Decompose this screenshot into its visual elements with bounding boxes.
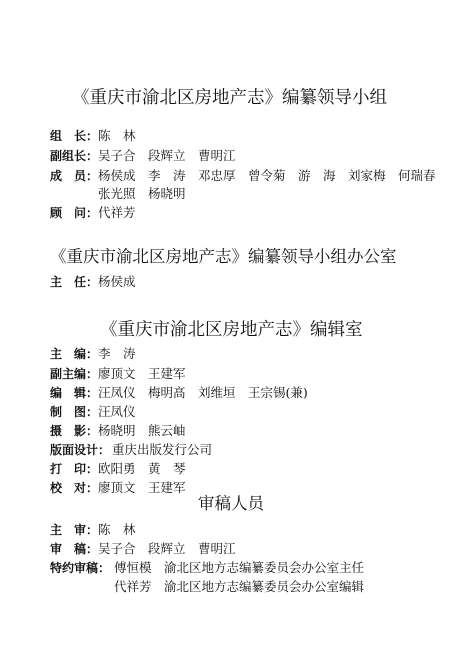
credit-value: 杨侯成 李 涛 邓忠厚 曾令菊 游 海 刘家梅 何瑞春 bbox=[98, 168, 436, 183]
credit-label: 主 任： bbox=[50, 275, 99, 289]
credit-row bbox=[50, 522, 136, 538]
credit-row bbox=[50, 404, 136, 420]
credit-row bbox=[50, 346, 136, 362]
credit-value: 陈 林 bbox=[98, 522, 136, 537]
credit-label: 制 图： bbox=[50, 405, 99, 419]
credit-row bbox=[50, 128, 136, 144]
credit-label: 顾 问： bbox=[50, 206, 99, 220]
credit-label: 版面设计： bbox=[50, 443, 111, 457]
credit-label: 摄 影： bbox=[50, 424, 99, 438]
credit-row bbox=[50, 560, 364, 576]
credit-value: 吴子合 段辉立 曹明江 bbox=[98, 148, 236, 163]
credit-label: 副主编： bbox=[50, 367, 99, 381]
credit-value: 重庆出版发行公司 bbox=[112, 442, 213, 457]
credit-label: 主 编： bbox=[50, 347, 99, 361]
credit-label: 成 员： bbox=[50, 169, 99, 183]
credit-value: 代祥芳 渝北区地方志编纂委员会办公室编辑 bbox=[114, 579, 365, 594]
credit-row bbox=[50, 205, 136, 221]
credit-value: 张光照 杨晓明 bbox=[98, 186, 186, 201]
section-title-leadership-office: 《重庆市渝北区房地产志》编纂领导小组办公室 bbox=[50, 247, 397, 266]
credit-value: 杨晓明 熊云岫 bbox=[98, 423, 186, 438]
section-title-leadership-group: 《重庆市渝北区房地产志》编纂领导小组 bbox=[72, 88, 387, 108]
credit-row bbox=[50, 274, 136, 290]
credit-row bbox=[50, 423, 186, 439]
credit-value: 汪凤仪 梅明高 刘维垣 王宗锡(兼) bbox=[98, 385, 308, 400]
credit-value: 代祥芳 bbox=[98, 205, 136, 220]
section-title-editorial-office: 《重庆市渝北区房地产志》编辑室 bbox=[100, 320, 363, 340]
credit-value: 吴子合 段辉立 曹明江 bbox=[98, 541, 236, 556]
credit-row bbox=[50, 366, 186, 382]
credit-row-continuation bbox=[50, 579, 364, 595]
credit-value: 廖顶文 王建军 bbox=[98, 480, 186, 495]
credit-row bbox=[50, 442, 212, 458]
credit-label: 主 审： bbox=[50, 523, 99, 537]
credit-label: 特约审稿： bbox=[50, 561, 111, 575]
credit-row bbox=[50, 541, 236, 557]
credit-row bbox=[50, 480, 186, 496]
credit-value: 杨侯成 bbox=[98, 274, 136, 289]
credit-value: 廖顶文 王建军 bbox=[98, 366, 186, 381]
credit-label: 校 对： bbox=[50, 481, 99, 495]
credit-value: 陈 林 bbox=[98, 128, 136, 143]
credit-row bbox=[50, 148, 236, 164]
credit-row bbox=[50, 385, 308, 401]
credit-value: 傅恒模 渝北区地方志编纂委员会办公室主任 bbox=[114, 560, 365, 575]
credit-label: 编 辑： bbox=[50, 386, 99, 400]
credit-label: 组 长： bbox=[50, 129, 99, 143]
credit-row bbox=[50, 461, 186, 477]
credit-label: 打 印： bbox=[50, 462, 99, 476]
credit-value: 欧阳勇 黄 琴 bbox=[98, 461, 186, 476]
credit-row-continuation bbox=[50, 186, 186, 202]
credit-label: 副组长： bbox=[50, 149, 99, 163]
credit-value: 李 涛 bbox=[98, 346, 136, 361]
credit-row bbox=[50, 168, 436, 184]
section-title-reviewers: 审稿人员 bbox=[198, 494, 264, 513]
credit-value: 汪凤仪 bbox=[98, 404, 136, 419]
credit-label: 审 稿： bbox=[50, 542, 99, 556]
